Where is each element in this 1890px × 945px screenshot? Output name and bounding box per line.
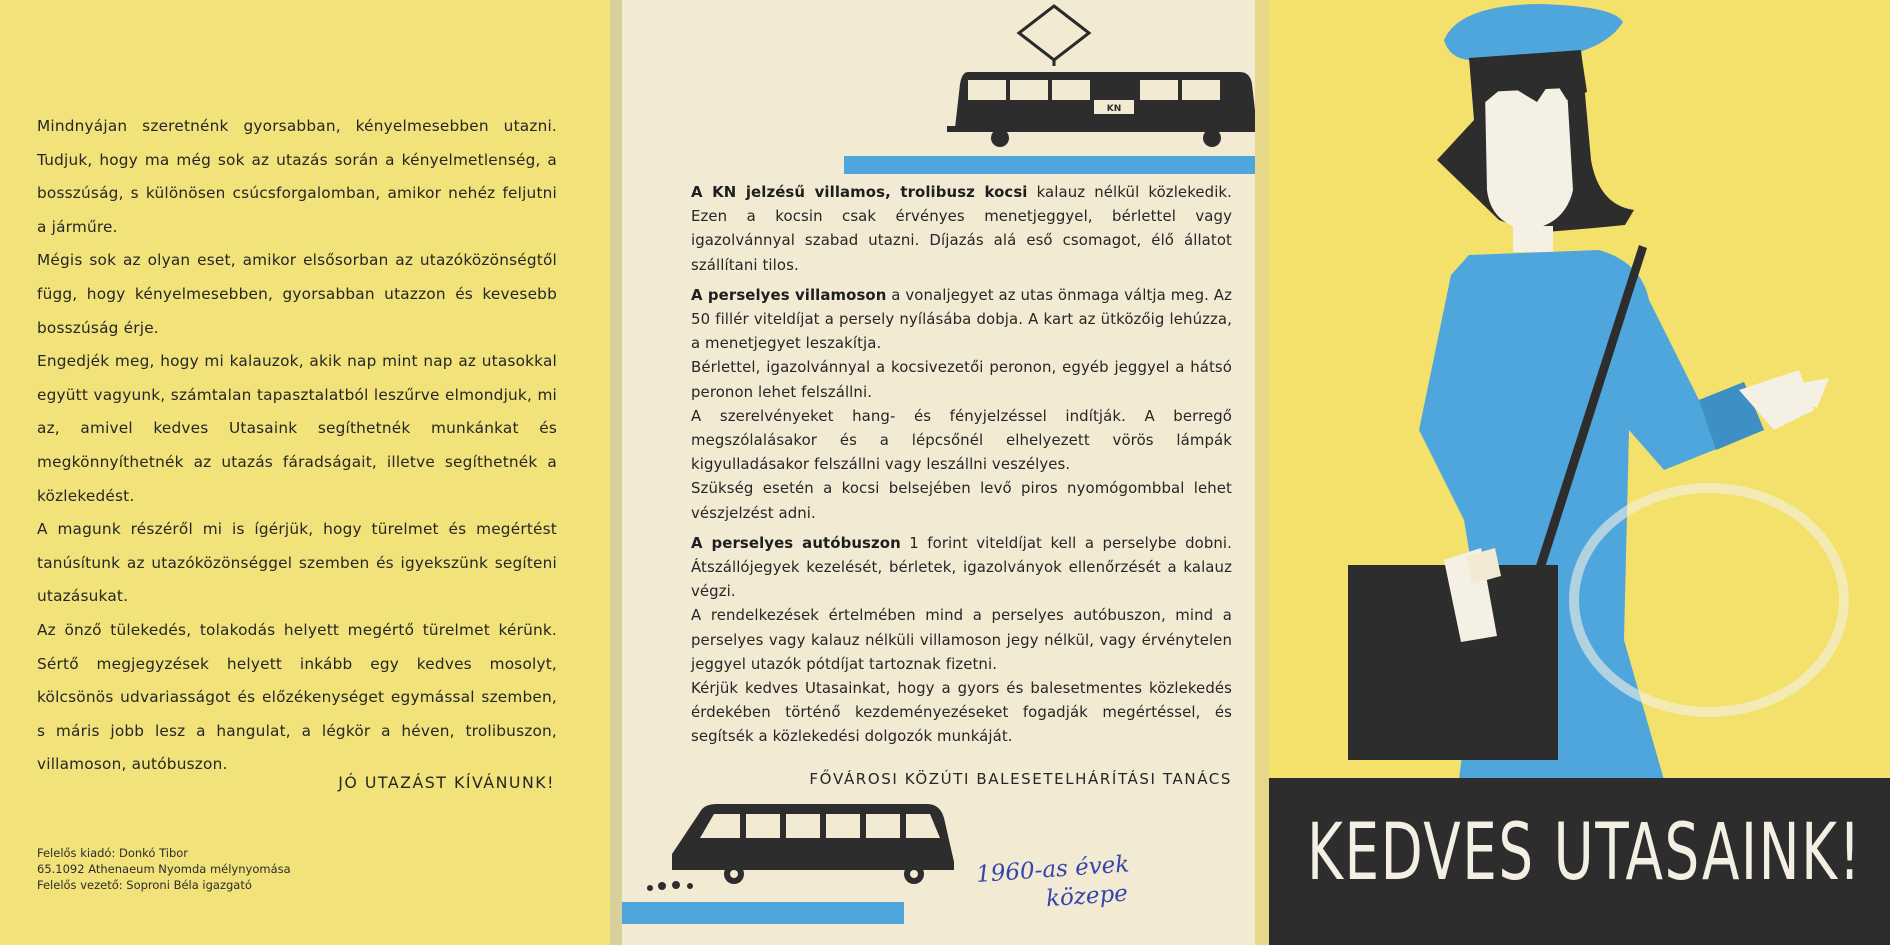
imprint-line: 65.1092 Athenaeum Nyomda mélynyomása — [37, 862, 291, 876]
tram-sign: KN — [1106, 104, 1122, 114]
poster-title: KEDVES UTASAINK! — [1307, 808, 1863, 898]
middle-panel — [622, 0, 1267, 945]
rule-body: Szükség esetén a kocsi belsejében levő piros nyomógombbal lehet vészjelzést adni. — [691, 479, 1232, 522]
council-signature: FŐVÁROSI KÖZÚTI BALESETELHÁRÍTÁSI TANÁCS — [809, 770, 1232, 788]
tram-illustration — [622, 0, 1267, 180]
rule-body: Kérjük kedves Utasainkat, hogy a gyors és balesetmentes közlekedés érdekében történő kezdeményezéseket fogadják megértéssel, és segítsék a közlekedési dolgozók munkáját. — [691, 679, 1232, 746]
rule-paragraph — [691, 355, 1232, 403]
fold-line — [610, 0, 622, 945]
rule-paragraph — [691, 531, 1232, 604]
rule-paragraph — [691, 180, 1232, 277]
rule-body: A szerelvényeket hang- és fényjelzéssel indítják. A berregő megszólalásakor és a lépcsőnél elhelyezett vörös lámpák kigyulladásakor felszállni vagy leszállni veszélyes. — [691, 406, 1232, 474]
rule-paragraph — [691, 603, 1232, 676]
right-panel — [1269, 0, 1890, 945]
rule-body: 1 forint viteldíjat kell a perselybe dobni. Átszállójegyek kezelését, bérletek, igazolványok ellenőrzését a kalauz végzi. — [691, 533, 1232, 601]
imprint — [37, 845, 367, 893]
left-panel — [0, 0, 610, 945]
intro-paragraph: Mindnyájan szeretnénk gyorsabban, kényelmesebben utazni. Tudjuk, hogy ma még sok az utazás során a kényelmetlenség, a bosszúság, s különösen csúcsforgalomban, amikor nehéz feljutni a járműre. — [37, 117, 557, 236]
rule-body: A rendelkezések értelmében mind a perselyes autóbuszon, mind a perselyes vagy kalauz nélküli villamoson jegy nélkül, vagy érvénytelen jeggyel utazók pótdíjat tartoznak fizetni. — [691, 606, 1232, 673]
rules-text — [691, 180, 1232, 749]
rule-paragraph — [691, 404, 1232, 477]
intro-paragraph: Engedjék meg, hogy mi kalauzok, akik nap mint nap az utasokkal együtt vagyunk, számtalan tapasztalatból leszűrve elmondjuk, mi az, amivel kedves Utasaink segíthetnék munkánkat és megkönnyíthetnék az utazás fáradságait, illetve segíthetnék a közlekedést. — [37, 352, 557, 505]
rule-body: a vonaljegyet az utas önmaga váltja meg. Az 50 fillér viteldíjat a persely nyílásába dobja. A kart az ütközőig lehúzza, a menetjegyet leszakítja. — [691, 285, 1233, 353]
imprint-line: Felelős kiadó: Donkó Tibor — [37, 846, 189, 860]
rule-heading: A perselyes villamoson — [691, 285, 887, 304]
handwritten-line: közepe — [1045, 880, 1129, 913]
intro-text — [37, 110, 557, 782]
rule-body: kalauz nélkül közlekedik. Ezen a kocsin csak érvényes menetjeggyel, bérlettel vagy igazolvánnyal szabad utazni. Díjazás alá eső csomagot, élő állatot szállítani tilos. — [691, 183, 1232, 274]
fold-line — [1255, 0, 1269, 945]
closing-greeting: JÓ UTAZÁST KÍVÁNUNK! — [338, 773, 555, 792]
rule-paragraph — [691, 476, 1232, 524]
rule-heading: A perselyes autóbuszon — [691, 533, 901, 552]
handwritten-line: 1960-as évek — [975, 851, 1131, 889]
rule-heading: A KN jelzésű villamos, trolibusz kocsi — [691, 183, 1028, 201]
rule-paragraph — [691, 676, 1232, 749]
imprint-line: Felelős vezető: Soproni Béla igazgató — [37, 878, 252, 892]
rule-body: Bérlettel, igazolvánnyal a kocsivezetői peronon, egyéb jeggyel a hátsó peronon lehet felszállni. — [691, 358, 1232, 401]
intro-paragraph: Az önző tülekedés, tolakodás helyett megértő türelmet kérünk. Sértő megjegyzések helyett inkább egy kedves mosolyt, kölcsönös udvariasságot és előzékenységet egymással szemben, s máris jobb lesz a hangulat, a légkör a héven, trolibuszon, villamoson, autóbuszon. — [37, 620, 557, 774]
rule-paragraph — [691, 283, 1232, 356]
intro-paragraph: Mégis sok az olyan eset, amikor elsősorban az utazóközönségtől függ, hogy kényelmesebben, gyorsabban utazzon és kevesebb bosszúság érje. — [37, 251, 557, 337]
intro-paragraph: A magunk részéről mi is ígérjük, hogy türelmet és megértést tanúsítunk az utazóközönséggel szemben és igyekszünk segíteni utazásukat. — [37, 520, 557, 606]
